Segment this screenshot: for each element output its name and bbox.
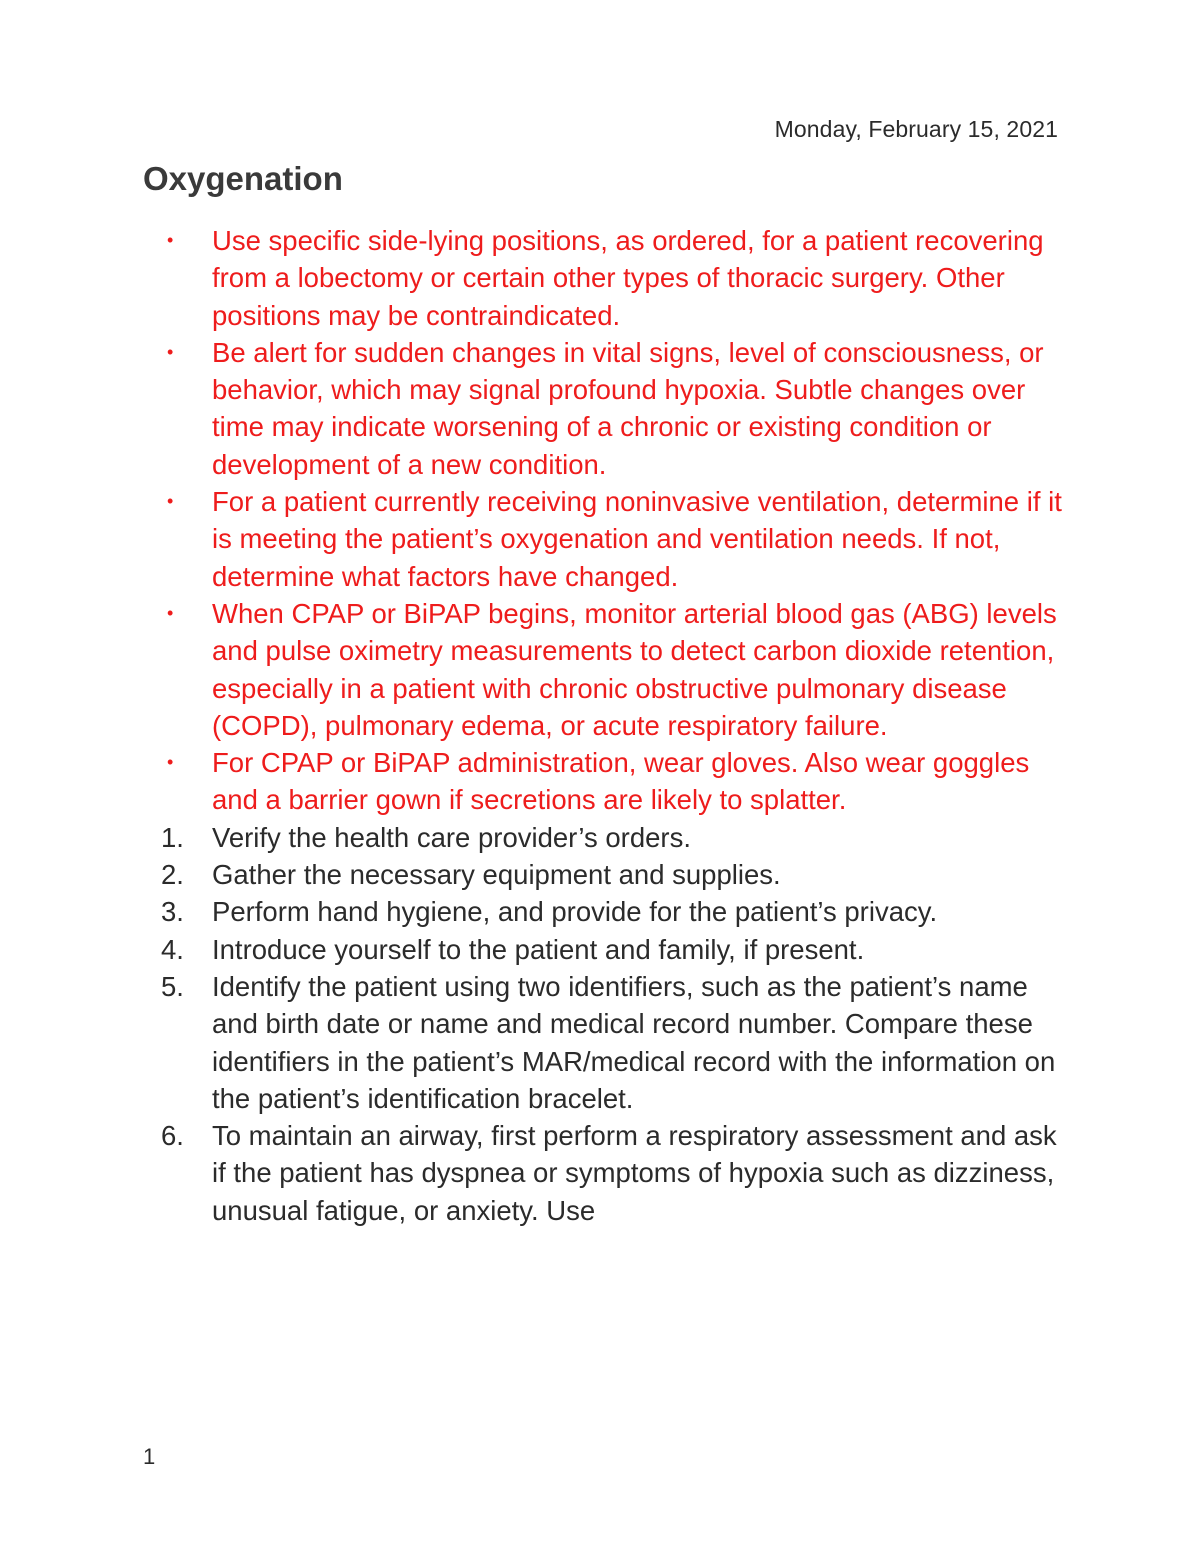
- bullet-text: When CPAP or BiPAP begins, monitor arterial blood gas (ABG) levels and pulse oximetry measurements to detect carbon dioxide retention, especially in a patient with chronic obstructive pulmonary disease (COPD), pulmonary edema, or acute respiratory failure.: [212, 597, 1057, 741]
- bullet-text: For a patient currently receiving noninvasive ventilation, determine if it is meeting the patient’s oxygenation and ventilation needs. If not, determine what factors have changed.: [212, 486, 1062, 592]
- procedure-steps-list: [143, 819, 1073, 1229]
- step-number: 6.: [161, 1120, 184, 1152]
- bullet-item: [143, 595, 1073, 744]
- bullet-item: [143, 334, 1073, 483]
- bullet-marker: •: [167, 752, 174, 773]
- bullet-text: For CPAP or BiPAP administration, wear gloves. Also wear goggles and a barrier gown if secretions are likely to splatter.: [212, 747, 1030, 816]
- bullet-text: Use specific side-lying positions, as ordered, for a patient recovering from a lobectomy or certain other types of thoracic surgery. Other positions may be contraindicated.: [212, 225, 1044, 331]
- step-text: Gather the necessary equipment and supplies.: [212, 859, 781, 891]
- step-number: 5.: [161, 970, 184, 1002]
- bullet-item: [143, 744, 1073, 819]
- step-number: 4.: [161, 933, 184, 965]
- step-text: Introduce yourself to the patient and family, if present.: [212, 933, 865, 965]
- precautions-bullet-list: [143, 222, 1073, 819]
- step-item: [143, 819, 1073, 856]
- step-item: [143, 931, 1073, 968]
- bullet-item: [143, 222, 1073, 334]
- bullet-marker: •: [167, 230, 174, 250]
- page-number: 1: [143, 1444, 156, 1469]
- step-text: To maintain an airway, first perform a respiratory assessment and ask if the patient has dyspnea or symptoms of hypoxia such as dizziness, unusual fatigue, or anxiety. Use: [212, 1120, 1057, 1226]
- step-text: Identify the patient using two identifiers, such as the patient’s name and birth date or name and medical record number. Compare these identifiers in the patient’s MAR/medical record with the information on the patient’s identification bracelet.: [212, 970, 1056, 1114]
- step-number: 2.: [161, 859, 184, 891]
- bullet-marker: •: [167, 341, 174, 362]
- page-title: Oxygenation: [143, 160, 343, 197]
- step-number: 3.: [161, 896, 184, 928]
- step-item: [143, 968, 1073, 1117]
- step-text: Perform hand hygiene, and provide for the patient’s privacy.: [212, 896, 938, 928]
- step-number: 1.: [161, 821, 184, 853]
- bullet-marker: •: [167, 602, 174, 623]
- document-date: Monday, February 15, 2021: [774, 116, 1058, 142]
- document-body: [143, 222, 1073, 1229]
- step-item: [143, 856, 1073, 893]
- bullet-text: Be alert for sudden changes in vital signs, level of consciousness, or behavior, which may signal profound hypoxia. Subtle changes over time may indicate worsening of a chronic or existing condition or development of a new condition.: [212, 336, 1044, 480]
- step-text: Verify the health care provider’s orders.: [212, 821, 691, 853]
- bullet-marker: •: [167, 491, 174, 512]
- bullet-item: [143, 483, 1073, 595]
- step-item: [143, 893, 1073, 930]
- step-item: [143, 1117, 1073, 1229]
